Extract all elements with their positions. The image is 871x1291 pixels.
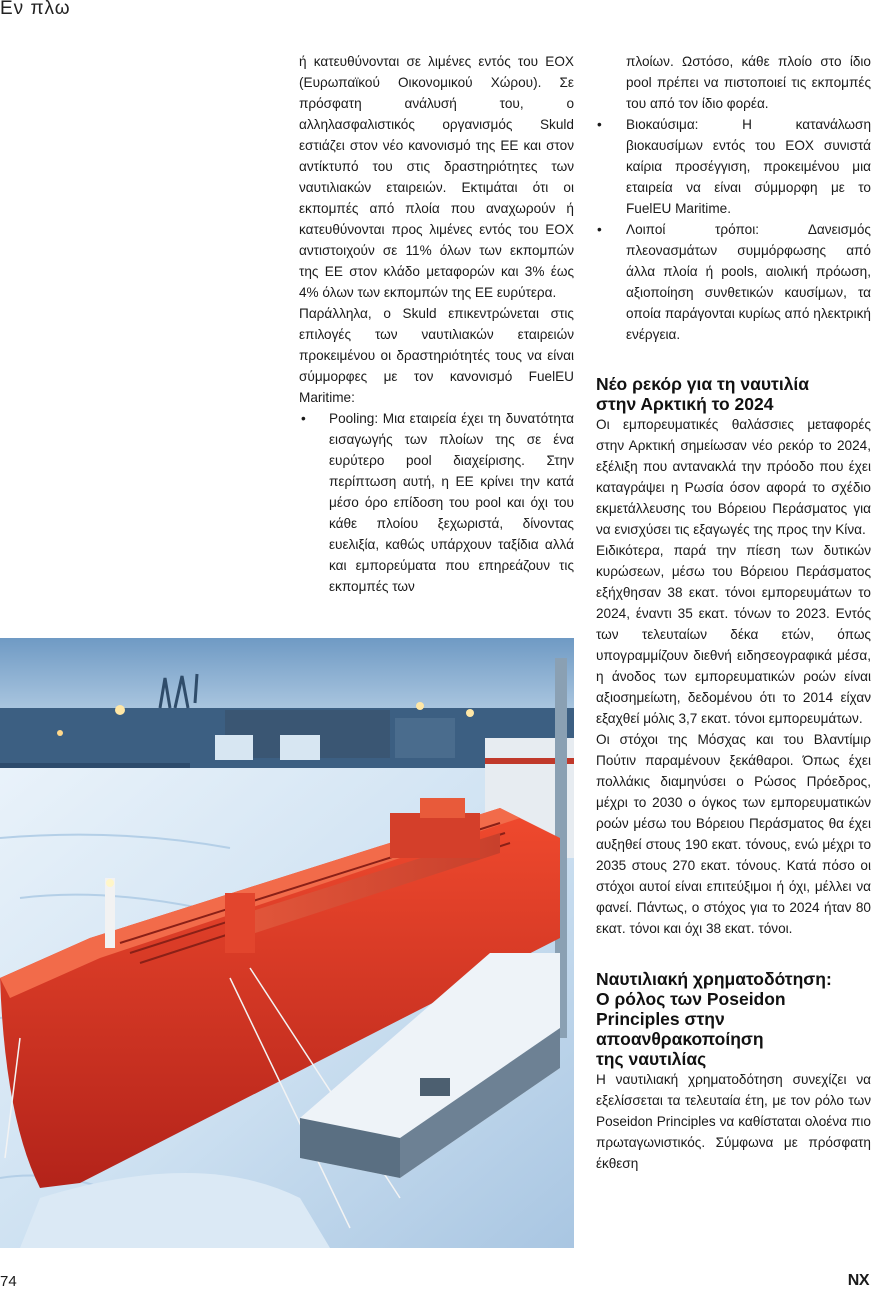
heading-line: Principles στην xyxy=(596,1009,725,1029)
heading-arctic xyxy=(596,374,871,414)
paragraph: Ειδικότερα, παρά την πίεση των δυτικών κυρώσεων, μέσω του Βόρειου Περάσματος εξήχθησαν 38 εκατ. τόνοι εμπορευμάτων το 2024, έναντι 35 εκατ. τόνων το 2023. Εντός των τελευταίων δέκα ετών, όπως υπογραμμίζουν διεθνή ειδησεογραφικά μέσα, η άνοδος των εμπορευματικών ροών είναι αξιοσημείωτη, δεδομένου ότι το 2014 είχαν εξαχθεί μόλις 3,7 εκατ. τόνοι εμπορευμάτων. xyxy=(596,543,871,726)
paragraph: Παράλληλα, ο Skuld επικεντρώνεται στις επιλογές των ναυτιλιακών εταιρειών προκειμένου οι δραστηριότητές τους να είναι σύμμορφες με τον κανονισμό FuelEU Maritime: xyxy=(299,306,574,405)
bullet-list xyxy=(299,408,574,597)
list-item xyxy=(299,408,574,597)
bullet-icon: • xyxy=(597,117,602,132)
column-right xyxy=(596,51,871,1174)
paragraph: Οι στόχοι της Μόσχας και του Βλαντίμιρ Πούτιν παραμένουν ξεκάθαροι. Όπως έχει πολλάκις διαμηνύσει ο Ρώσος Πρόεδρος, μέχρι το 2030 ο όγκος των εμπορευματικών ροών μέσω του Βόρειου Περάσματος θα έχει αυξηθεί στους 190 εκατ. τόνους, ενώ μέχρι το 2035 στους 270 εκατ. τόνους. Κατά πόσο οι στόχοι αυτοί είναι επιτεύξιμοι ή όχι, μέλλει να φανεί. Πάντως, ο στόχος για το 2024 ήταν 80 εκατ. τόνοι και όχι 38 εκατ. τόνοι. xyxy=(596,732,871,936)
list-item-text: Pooling: Μια εταιρεία έχει τη δυνατότητα εισαγωγής των πλοίων της σε ένα ευρύτερο pool διαχείρισης. Στην περίπτωση αυτή, η ΕΕ κρίνει την κατά μέσο όρο επίδοση του pool και όχι του κάθε πλοίου ξεχωριστά, δίνοντας ευελιξία, καθώς υπάρχουν ταξίδια αλλά και εμπορεύματα που επηρεάζουν τις εκπομπές των xyxy=(329,411,574,594)
list-item-text: πλοίων. Ωστόσο, κάθε πλοίο στο ίδιο pool πρέπει να πιστοποιεί τις εκπομπές του από τον ίδιο φορέα. xyxy=(626,54,871,111)
bullet-icon: • xyxy=(597,222,602,237)
tanker-in-ice-photo xyxy=(0,638,574,1248)
list-item xyxy=(596,51,871,114)
heading-line: Ναυτιλιακή χρηματοδότηση: xyxy=(596,969,832,989)
heading-finance xyxy=(596,969,871,1069)
list-item-text: Λοιποί τρόποι: Δανεισμός πλεονασμάτων συμμόρφωσης από άλλα πλοία ή pools, αιολική πρόωση, αξιοποίηση συνθετικών καυσίμων, τα οποία παράγονται κυρίως από ηλεκτρική ενέργεια. xyxy=(626,222,871,342)
heading-line: Ο ρόλος των Poseidon xyxy=(596,989,786,1009)
bullet-icon: • xyxy=(301,411,306,426)
bullet-list xyxy=(596,51,871,345)
paragraph: ή κατευθύνονται σε λιμένες εντός του ΕΟΧ (Ευρωπαϊκού Οικονομικού Χώρου). Σε πρόσφατη ανάλυσή του, ο αλληλασφαλιστικός οργανισμός Skuld εστιάζει στον νέο κανονισμό της ΕΕ και στον αντίκτυπό του στις δραστηριότητες των ναυτιλιακών εταιρειών. Εκτιμάται ότι οι εκπομπές από πλοία που αναχωρούν ή κατευθύνονται προς λιμένες εντός του ΕΟΧ αντιστοιχούν σε 11% όλων των εκπομπών της ΕΕ στον κλάδο μεταφορών και 3% έως 4% όλων των εκπομπών της ΕΕ ευρύτερα. xyxy=(299,54,574,300)
list-item-text: Βιοκαύσιμα: Η κατανάλωση βιοκαυσίμων εντός του ΕΟΧ συνιστά καίρια προσέγγιση, προκειμένου μια εταιρεία να είναι σύμμορφη με το FuelEU Maritime. xyxy=(626,117,871,216)
page-number: 74 xyxy=(0,1273,17,1290)
section-label: Εν πλω xyxy=(0,0,71,19)
list-item xyxy=(596,114,871,219)
heading-line: της ναυτιλίας xyxy=(596,1049,707,1069)
brand-logo: NX xyxy=(847,1272,869,1289)
heading-line: απoανθρακοποίηση xyxy=(596,1029,764,1049)
column-left xyxy=(299,51,574,597)
heading-line: Νέο ρεκόρ για τη ναυτιλία xyxy=(596,374,810,394)
list-item xyxy=(596,219,871,345)
paragraph: Οι εμπορευματικές θαλάσσιες μεταφορές στην Αρκτική σημείωσαν νέο ρεκόρ το 2024, εξέλιξη που αντανακλά την πρόοδο που έχει καταγράψει η Ρωσία όσον αφορά το σχέδιο εκμετάλλευσης του Βόρειου Περάσματος για να ενισχύσει τις εξαγωγές της προς την Κίνα. xyxy=(596,417,871,537)
heading-line: στην Αρκτική το 2024 xyxy=(596,394,774,414)
paragraph: Η ναυτιλιακή χρηματοδότηση συνεχίζει να εξελίσσεται τα τελευταία έτη, με τον ρόλο των Poseidon Principles να καθίσταται ολοένα πιο πρωταγωνιστικός. Σύμφωνα με πρόσφατη έκθεση xyxy=(596,1072,871,1171)
